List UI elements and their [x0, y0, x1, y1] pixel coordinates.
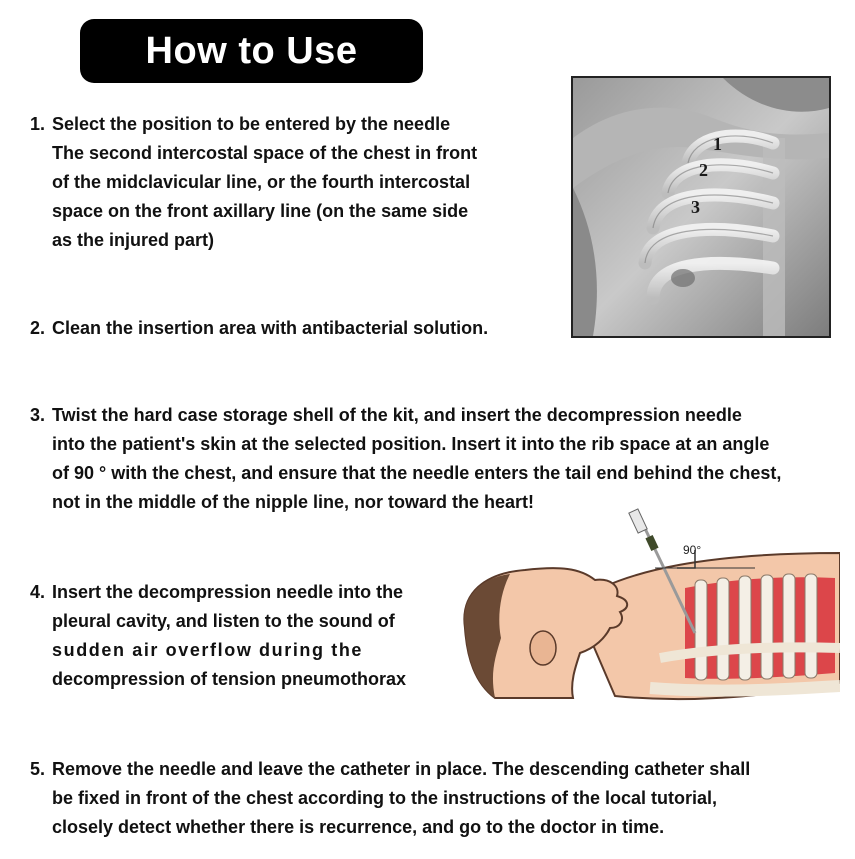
step-number: 1. [30, 114, 46, 134]
step-3-line-1: 3. Twist the hard case storage shell of the kit, and insert the decompression needle [30, 401, 781, 430]
title-banner [80, 19, 423, 83]
rib-label-3: 3 [691, 197, 700, 217]
step-3-line-2: into the patient's skin at the selected position. Insert it into the rib space at an angle [52, 434, 770, 454]
step-1-line-4: space on the front axillary line (on the same side [52, 201, 469, 221]
step-5-line-3: closely detect whether there is recurrence, and go to the doctor in time. [52, 817, 665, 837]
needle-insertion-illustration [455, 508, 840, 713]
step-3-line-4: not in the middle of the nipple line, nor toward the heart! [52, 492, 535, 512]
step-number: 4. [30, 582, 46, 602]
step-5 [30, 755, 750, 842]
step-number: 2. [30, 318, 46, 338]
step-4-line-3: sudden air overflow during the [52, 640, 364, 660]
step-4-line-2: pleural cavity, and listen to the sound of [52, 611, 395, 631]
step-4-line-1: 4. Insert the decompression needle into the [30, 578, 406, 607]
step-5-line-1: 5. Remove the needle and leave the catheter in place. The descending catheter shall [30, 755, 750, 784]
step-2-line-1: 2. Clean the insertion area with antibacterial solution. [30, 314, 488, 343]
step-1-line-3: of the midclavicular line, or the fourth intercostal [52, 172, 471, 192]
step-1-line-5: as the injured part) [52, 230, 215, 250]
rib-label-1: 1 [713, 134, 722, 154]
step-number: 5. [30, 759, 46, 779]
rib-label-2: 2 [699, 160, 708, 180]
step-3 [30, 401, 781, 517]
step-1-line-2: The second intercostal space of the chest in front [52, 143, 478, 163]
step-4-line-4: decompression of tension pneumothorax [52, 669, 407, 689]
angle-label: 90° [683, 543, 702, 557]
chest-rib-illustration [571, 76, 831, 338]
step-1-line-1: 1. Select the position to be entered by the needle [30, 110, 477, 139]
step-1 [30, 110, 477, 255]
step-3-line-3: of 90 ° with the chest, and ensure that the needle enters the tail end behind the chest, [52, 463, 782, 483]
page-title: How to Use [145, 29, 358, 72]
step-number: 3. [30, 405, 46, 425]
step-5-line-2: be fixed in front of the chest according to the instructions of the local tutorial, [52, 788, 718, 808]
step-4 [30, 578, 406, 694]
step-2 [30, 314, 488, 343]
